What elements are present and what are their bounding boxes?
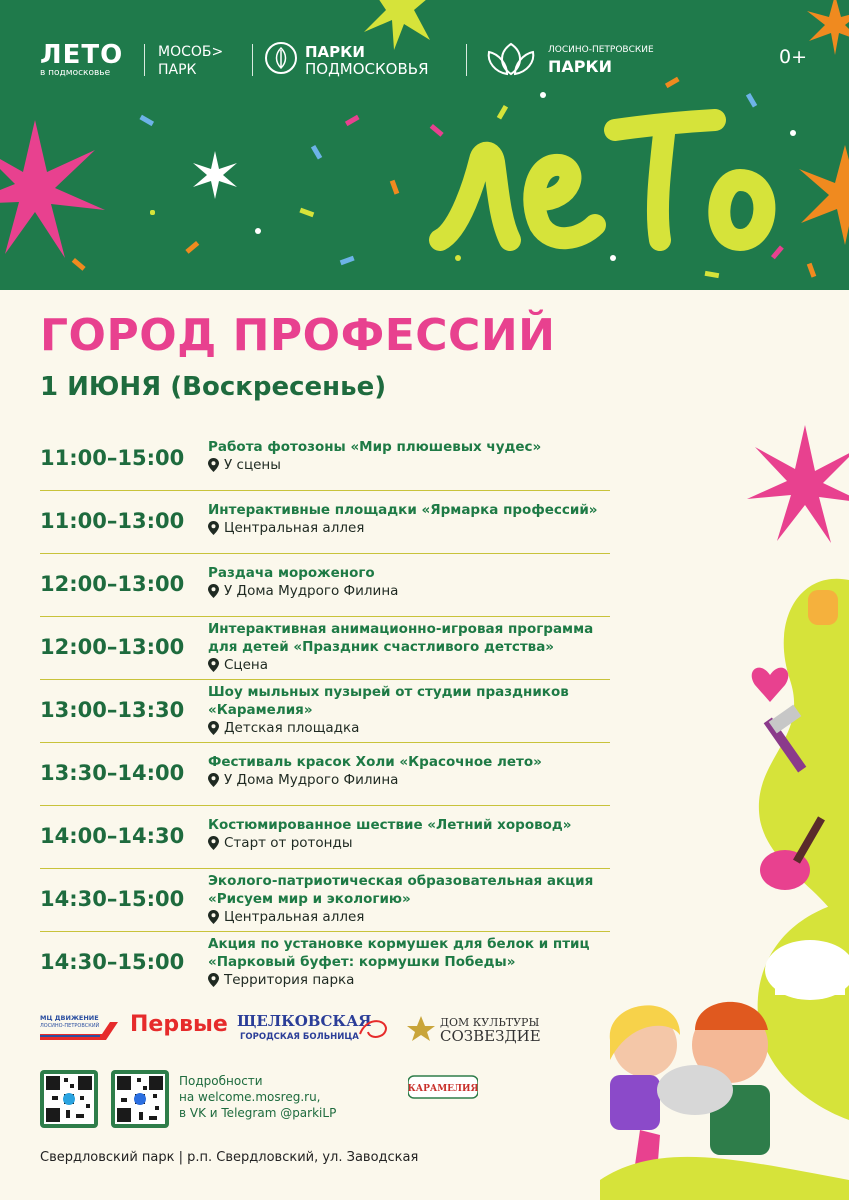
dk-emblem-icon bbox=[405, 1014, 437, 1042]
schedule-row bbox=[40, 554, 610, 617]
schedule-event bbox=[208, 683, 628, 737]
event-location bbox=[208, 456, 628, 474]
schedule-row bbox=[40, 869, 610, 932]
event-location-label: Центральная аллея bbox=[224, 520, 365, 536]
mosob-logo-line1: МОСОБ> bbox=[158, 44, 224, 60]
schedule-event bbox=[208, 753, 628, 789]
hospital-emblem-icon bbox=[356, 1014, 390, 1042]
event-location bbox=[208, 908, 628, 926]
schedule-row bbox=[40, 617, 610, 680]
schedule-event bbox=[208, 872, 628, 926]
event-name: Костюмированное шествие «Летний хоровод» bbox=[208, 817, 572, 833]
schedule-time: 14:30–15:00 bbox=[40, 887, 185, 911]
event-title: ГОРОД ПРОФЕССИЙ bbox=[40, 310, 556, 361]
location-pin-icon bbox=[208, 773, 219, 787]
location-pin-icon bbox=[208, 721, 219, 735]
leto-logo-title: ЛЕТО bbox=[40, 40, 124, 70]
schedule-event bbox=[208, 935, 628, 989]
event-location-label: Старт от ротонды bbox=[224, 835, 353, 851]
parki-logo-line1: ПАРКИ bbox=[305, 43, 365, 61]
schedule-event bbox=[208, 438, 628, 474]
event-name: Интерактивные площадки «Ярмарка профессий» bbox=[208, 502, 598, 518]
karamelia-logo-text: КАРАМЕЛИЯ bbox=[408, 1084, 478, 1094]
event-name: для детей «Праздник счастливого детства» bbox=[208, 639, 555, 655]
schedule-time: 12:00–13:00 bbox=[40, 572, 185, 596]
lp-logo-line1: ЛОСИНО-ПЕТРОВСКИЕ bbox=[548, 45, 654, 55]
svg-text:ЛОСИНО-ПЕТРОВСКИЙ: ЛОСИНО-ПЕТРОВСКИЙ bbox=[40, 1023, 100, 1029]
schedule-list bbox=[40, 428, 610, 994]
location-pin-icon bbox=[208, 910, 219, 924]
schedule-time: 13:30–14:00 bbox=[40, 761, 185, 785]
hospital-logo-subtitle: ГОРОДСКАЯ БОЛЬНИЦА bbox=[240, 1032, 359, 1042]
event-location bbox=[208, 971, 628, 989]
event-location bbox=[208, 519, 628, 537]
partner-logos-bar bbox=[0, 0, 849, 110]
location-pin-icon bbox=[208, 521, 219, 535]
vk-qr-code[interactable] bbox=[111, 1070, 169, 1128]
event-name: Эколого-патриотическая образовательная акция bbox=[208, 873, 594, 889]
event-name: «Рисуем мир и экологию» bbox=[208, 891, 411, 907]
event-location-label: У Дома Мудрого Филина bbox=[224, 772, 399, 788]
schedule-event bbox=[208, 501, 628, 537]
schedule-time: 14:00–14:30 bbox=[40, 824, 185, 848]
info-line: Подробности bbox=[179, 1074, 263, 1088]
event-name: Интерактивная анимационно-игровая программа bbox=[208, 621, 594, 637]
age-rating-badge: 0+ bbox=[779, 46, 808, 68]
leto-script-lettering bbox=[420, 90, 800, 280]
event-location-label: У Дома Мудрого Филина bbox=[224, 583, 399, 599]
parki-logo-line2: ПОДМОСКОВЬЯ bbox=[305, 60, 429, 78]
logo-divider bbox=[252, 44, 253, 76]
location-pin-icon bbox=[208, 458, 219, 472]
location-pin-icon bbox=[208, 584, 219, 598]
dk-logo-line2: СОЗВЕЗДИЕ bbox=[440, 1027, 541, 1045]
footer-address: Свердловский парк | р.п. Свердловский, ул. Заводская bbox=[40, 1150, 419, 1165]
schedule-time: 14:30–15:00 bbox=[40, 950, 185, 974]
leaves-icon bbox=[485, 42, 537, 76]
event-name: Работа фотозоны «Мир плюшевых чудес» bbox=[208, 439, 542, 455]
event-name: «Парковый буфет: кормушки Победы» bbox=[208, 954, 516, 970]
event-location-label: Территория парка bbox=[224, 972, 355, 988]
header-banner bbox=[0, 0, 849, 290]
schedule-time: 11:00–15:00 bbox=[40, 446, 185, 470]
mosob-logo-line2: ПАРК bbox=[158, 62, 197, 78]
leto-logo-subtitle: в подмосковье bbox=[40, 68, 111, 78]
info-line: в VK и Telegram @parkiLP bbox=[179, 1106, 337, 1120]
event-location-label: Центральная аллея bbox=[224, 909, 365, 925]
event-name: Акция по установке кормушек для белок и птиц bbox=[208, 936, 590, 952]
schedule-event bbox=[208, 816, 628, 852]
schedule-row bbox=[40, 743, 610, 806]
schedule-row bbox=[40, 806, 610, 869]
leaf-icon bbox=[265, 42, 297, 74]
schedule-time: 11:00–13:00 bbox=[40, 509, 185, 533]
schedule-time: 12:00–13:00 bbox=[40, 635, 185, 659]
schedule-event bbox=[208, 564, 628, 600]
schedule-time: 13:00–13:30 bbox=[40, 698, 185, 722]
schedule-event bbox=[208, 620, 628, 674]
pervye-logo: Первые bbox=[130, 1012, 228, 1037]
movement-logo bbox=[40, 1010, 118, 1044]
kids-illustration bbox=[600, 420, 849, 1200]
event-name: Фестиваль красок Холи «Красочное лето» bbox=[208, 754, 542, 770]
event-location bbox=[208, 656, 628, 674]
location-pin-icon bbox=[208, 973, 219, 987]
dk-logo-line1: ДОМ КУЛЬТУРЫ bbox=[440, 1016, 540, 1029]
schedule-row bbox=[40, 932, 610, 994]
event-location bbox=[208, 771, 628, 789]
telegram-qr-code[interactable] bbox=[40, 1070, 98, 1128]
event-location-label: Детская площадка bbox=[224, 720, 360, 736]
event-location bbox=[208, 834, 628, 852]
event-location-label: Сцена bbox=[224, 657, 269, 673]
event-name: Шоу мыльных пузырей от студии праздников bbox=[208, 684, 569, 700]
info-line: на welcome.mosreg.ru, bbox=[179, 1090, 321, 1104]
logo-divider bbox=[466, 44, 467, 76]
schedule-row bbox=[40, 428, 610, 491]
location-pin-icon bbox=[208, 836, 219, 850]
event-name: Раздача мороженого bbox=[208, 565, 375, 581]
karamelia-logo bbox=[408, 1072, 478, 1102]
event-location bbox=[208, 719, 628, 737]
event-name: «Карамелия» bbox=[208, 702, 313, 718]
more-info-text bbox=[179, 1073, 336, 1121]
event-location-label: У сцены bbox=[224, 457, 281, 473]
location-pin-icon bbox=[208, 658, 219, 672]
logo-divider bbox=[144, 44, 145, 76]
svg-text:МЦ ДВИЖЕНИЕ: МЦ ДВИЖЕНИЕ bbox=[40, 1014, 99, 1022]
schedule-row bbox=[40, 680, 610, 743]
schedule-row bbox=[40, 491, 610, 554]
hospital-logo-name: ЩЕЛКОВСКАЯ bbox=[237, 1012, 372, 1030]
event-location bbox=[208, 582, 628, 600]
event-date: 1 ИЮНЯ (Воскресенье) bbox=[40, 372, 387, 402]
lp-logo-line2: ПАРКИ bbox=[548, 57, 612, 76]
